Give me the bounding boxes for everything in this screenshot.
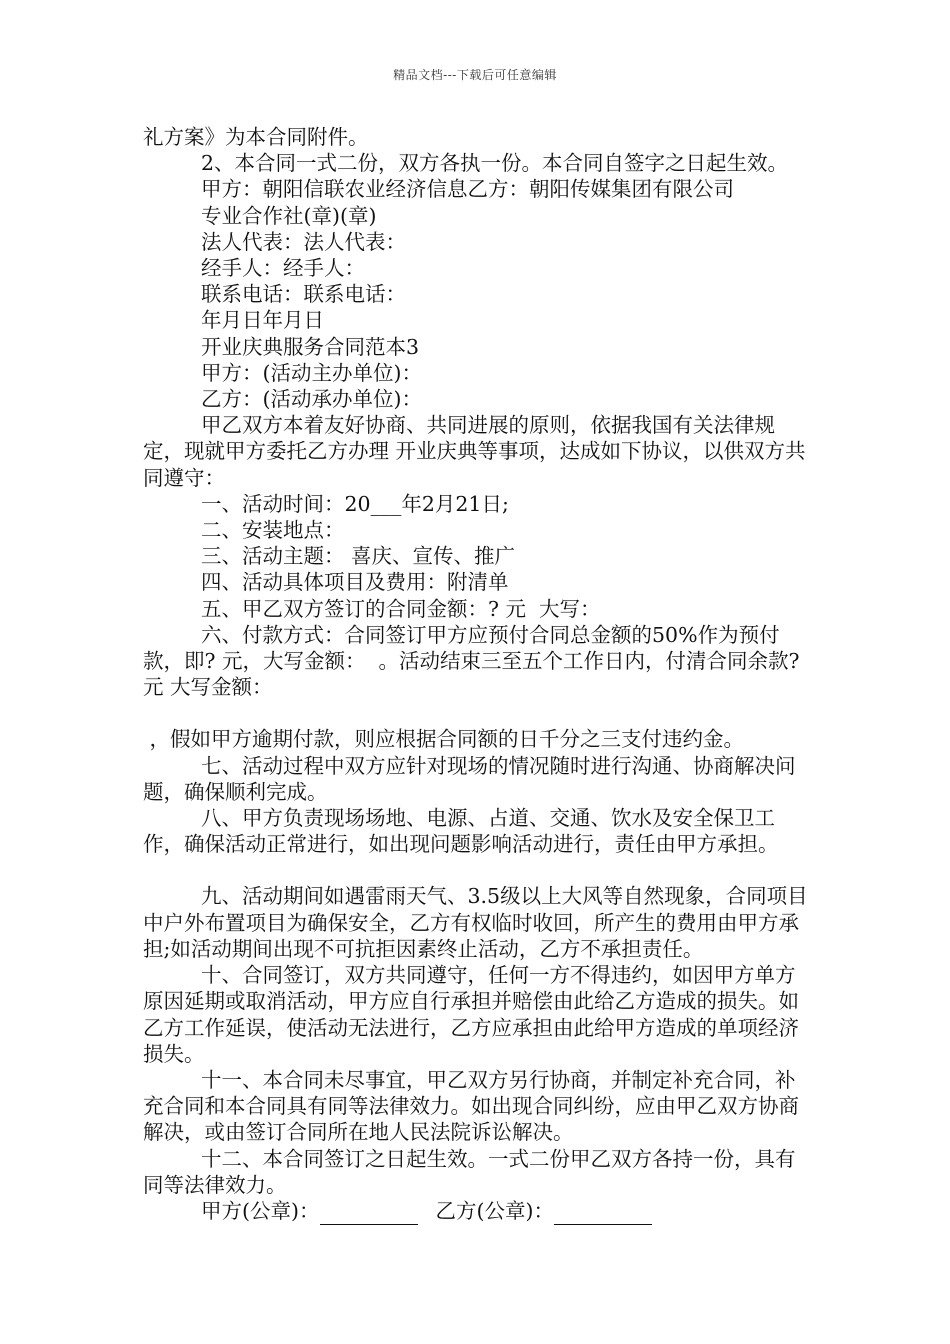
paragraph: 礼方案》为本合同附件。 <box>143 125 369 149</box>
paragraph: ，假如甲方逾期付款，则应根据合同额的日千分之三支付违约金。 <box>143 727 745 752</box>
paragraph: 十二、本合同签订之日起生效。一式二份甲乙双方各持一份，具有同等法律效力。 <box>143 1146 796 1197</box>
paragraph: 四、活动具体项目及费用：附清单 <box>201 570 509 595</box>
paragraph: 一、活动时间：20___年2月21日; <box>201 491 509 516</box>
paragraph: 2、本合同一式二份，双方各执一份。本合同自签字之日起生效。 <box>201 151 789 176</box>
paragraph: 专业合作社(章)(章) <box>201 203 377 228</box>
party-a-seal-blank <box>320 1198 418 1225</box>
paragraph: 十、合同签订，双方共同遵守，任何一方不得违约，如因甲方单方原因延期或取消活动，甲方应自行承担并赔偿由此给乙方造成的损失。如乙方工作延误，使活动无法进行，乙方应承担由此给甲方造成的单项经济损失。 <box>143 963 799 1066</box>
paragraph: 七、活动过程中双方应针对现场的情况随时进行沟通、协商解决问题，确保顺利完成。 <box>143 753 796 804</box>
paragraph: 经手人：经手人： <box>201 256 365 281</box>
paragraph: 乙方：(活动承办单位)： <box>201 387 422 412</box>
paragraph: 二、安装地点： <box>201 518 345 543</box>
party-b-seal-label: 乙方(公章)： <box>435 1198 554 1223</box>
paragraph: 十一、本合同未尽事宜，甲乙双方另行协商，并制定补充合同，补充合同和本合同具有同等法律效力。如出现合同纠纷，应由甲乙双方协商解决，或由签订合同所在地人民法院诉讼解决。 <box>143 1067 799 1145</box>
blank-line <box>143 700 811 726</box>
paragraph: 八、甲方负责现场场地、电源、占道、交通、饮水及安全保卫工作，确保活动正常进行，如出现问题影响活动进行，责任由甲方承担。 <box>143 806 779 857</box>
page-header: 精品文档---下载后可任意编辑 <box>393 68 557 82</box>
paragraph: 三、活动主题： 喜庆、宣传、推广 <box>201 544 516 569</box>
paragraph: 甲方：朝阳信联农业经济信息乙方：朝阳传媒集团有限公司 <box>201 177 734 202</box>
paragraph: 联系电话：联系电话： <box>201 282 406 307</box>
party-a-seal-label: 甲方(公章)： <box>201 1198 320 1223</box>
paragraph: 甲方：(活动主办单位)： <box>201 360 422 385</box>
paragraph: 年月日年月日 <box>201 308 324 333</box>
paragraph: 法人代表：法人代表： <box>201 229 406 254</box>
paragraph: 甲乙双方本着友好协商、共同进展的原则，依据我国有关法律规定，现就甲方委托乙方办理 开业庆典等事项，达成如下协议，以供双方共同遵守： <box>143 413 806 490</box>
paragraph: 九、活动期间如遇雷雨天气、3.5级以上大风等自然现象，合同项目中户外布置项目为确保安全，乙方有权临时收回，所产生的费用由甲方承担;如活动期间出现不可抗拒因素终止活动，乙方不承担责任。 <box>143 884 808 961</box>
blank-line <box>143 857 811 883</box>
document-body <box>143 124 811 1225</box>
paragraph: 五、甲乙双方签订的合同金额：? 元 大写： <box>201 596 601 621</box>
signature-line <box>143 1198 811 1225</box>
paragraph: 六、付款方式：合同签订甲方应预付合同总金额的50%作为预付款，即? 元，大写金额： 。活动结束三至五个工作日内，付清合同余款? 元 大写金额： <box>143 622 807 700</box>
paragraph: 开业庆典服务合同范本3 <box>201 334 420 359</box>
party-b-seal-blank <box>554 1198 652 1225</box>
